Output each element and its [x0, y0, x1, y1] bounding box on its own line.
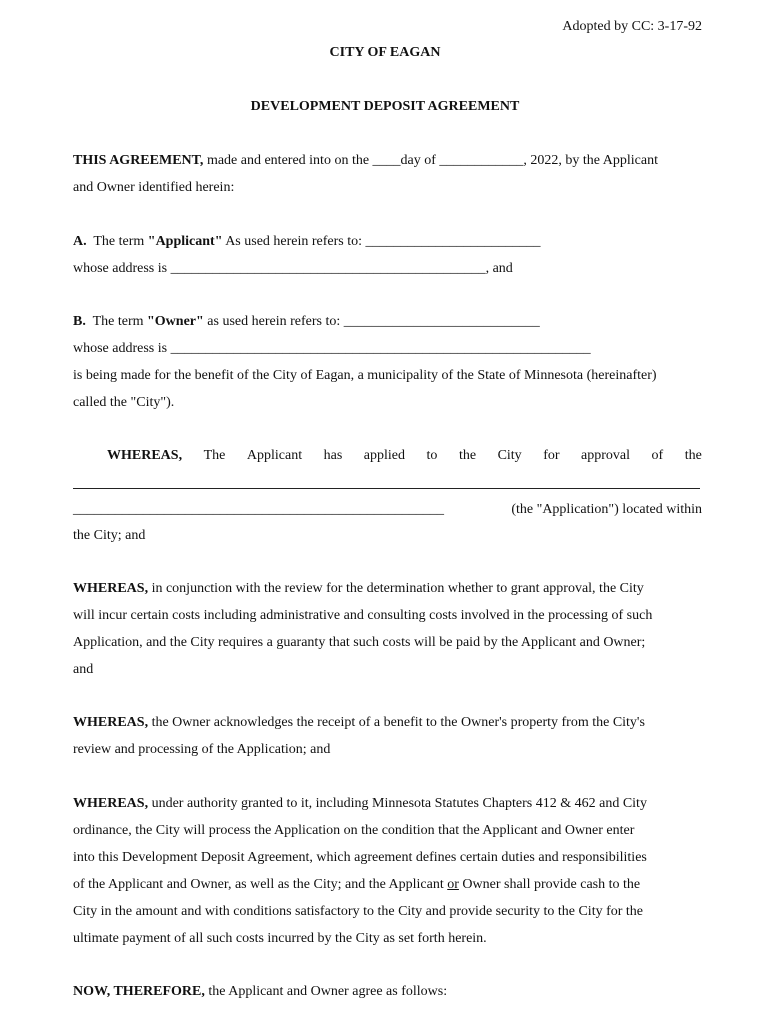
section-a-pre: The term [86, 234, 148, 249]
section-b-line-3: is being made for the benefit of the City of Eagan, a municipality of the State of Minnesota (hereinafter) [73, 368, 657, 383]
whereas-1-word: Applicant [246, 448, 303, 463]
intro-line-1 [73, 152, 658, 170]
whereas-4-line-4-pre: of the Applicant and Owner, as well as the City; and the Applicant [73, 877, 448, 892]
now-therefore-text: the Applicant and Owner agree as follows: [204, 984, 448, 999]
whereas-3-text: the Owner acknowledges the receipt of a benefit to the Owner's property from the City's [148, 715, 645, 730]
whereas-1-word: the [684, 448, 702, 463]
section-a-term: "Applicant" [147, 234, 223, 249]
city-title: CITY OF EAGAN [329, 45, 441, 60]
now-therefore-line [73, 983, 447, 1001]
whereas-1-word: approval [581, 448, 631, 463]
now-therefore-bold: NOW, THEREFORE, [73, 984, 205, 999]
whereas-1-word: to [426, 448, 438, 463]
whereas-4-line-4 [73, 876, 640, 894]
whereas-4-line-6: ultimate payment of all such costs incurred by the City as set forth herein. [73, 931, 487, 946]
intro-text: made and entered into on the ____day of ____________, 2022, by the Applicant [203, 153, 658, 168]
whereas-2-line-1 [73, 580, 644, 598]
section-a-address: whose address is _____________________________________________, and [73, 261, 513, 276]
intro-bold: THIS AGREEMENT, [73, 153, 204, 168]
whereas-3-line-1 [73, 714, 645, 732]
whereas-1-line-4: the City; and [73, 528, 146, 543]
section-b-post: as used herein refers to: ____________________________ [203, 314, 540, 329]
section-b-line-4: called the "City"). [73, 395, 175, 410]
section-b-term: "Owner" [147, 314, 204, 329]
section-b-label: B. [73, 314, 86, 329]
whereas-4-line-1 [73, 795, 647, 813]
whereas-1-word: City [497, 448, 522, 463]
document-title: DEVELOPMENT DEPOSIT AGREEMENT [250, 99, 520, 114]
whereas-2-text: in conjunction with the review for the determination whether to grant approval, the City [148, 581, 644, 596]
whereas-1-word: of [651, 448, 664, 463]
adopted-note: Adopted by CC: 3-17-92 [562, 19, 702, 34]
whereas-4-line-4-post: Owner shall provide cash to the [458, 877, 641, 892]
section-b-address: whose address is ____________________________________________________________ [73, 341, 591, 356]
whereas-3-line-2: review and processing of the Application; and [73, 742, 331, 757]
whereas-4-line-5: City in the amount and with conditions satisfactory to the City and provide security to the City for the [73, 904, 644, 919]
whereas-2-line-2: will incur certain costs including administrative and consulting costs involved in the processing of such [73, 608, 653, 623]
whereas-1-word: the [458, 448, 477, 463]
whereas-1-word: for [543, 448, 560, 463]
intro-line-2: and Owner identified herein: [73, 180, 235, 195]
whereas-4-text: under authority granted to it, including Minnesota Statutes Chapters 412 & 462 and City [148, 796, 647, 811]
whereas-1-word: The [203, 448, 226, 463]
whereas-3-bold: WHEREAS, [73, 715, 149, 730]
section-a-post: As used herein refers to: _________________________ [222, 234, 541, 249]
whereas-1-blank: _____________________________________________________ [73, 502, 444, 517]
whereas-1-line-1 [107, 447, 702, 465]
section-b-line [73, 313, 540, 331]
section-a-line [73, 233, 541, 251]
whereas-4-line-2: ordinance, the City will process the Application on the condition that the Applicant and Owner enter [73, 823, 635, 838]
whereas-1-tail: (the "Application") located within [511, 502, 702, 517]
whereas-2-bold: WHEREAS, [73, 581, 149, 596]
whereas-4-line-3: into this Development Deposit Agreement, which agreement defines certain duties and responsibilities [73, 850, 647, 865]
section-a-label: A. [73, 234, 87, 249]
whereas-4-bold: WHEREAS, [73, 796, 149, 811]
whereas-1-word: applied [363, 448, 406, 463]
whereas-2-line-3: Application, and the City requires a guaranty that such costs will be paid by the Applicant and Owner; [73, 635, 646, 650]
whereas-1-line-3 [73, 501, 702, 519]
whereas-4-or: or [447, 877, 459, 892]
whereas-2-line-4: and [73, 662, 94, 677]
whereas-1-word: has [323, 448, 343, 463]
whereas-1-blank-line [73, 488, 700, 489]
section-b-pre: The term [85, 314, 148, 329]
whereas-1-bold: WHEREAS, [107, 448, 183, 463]
